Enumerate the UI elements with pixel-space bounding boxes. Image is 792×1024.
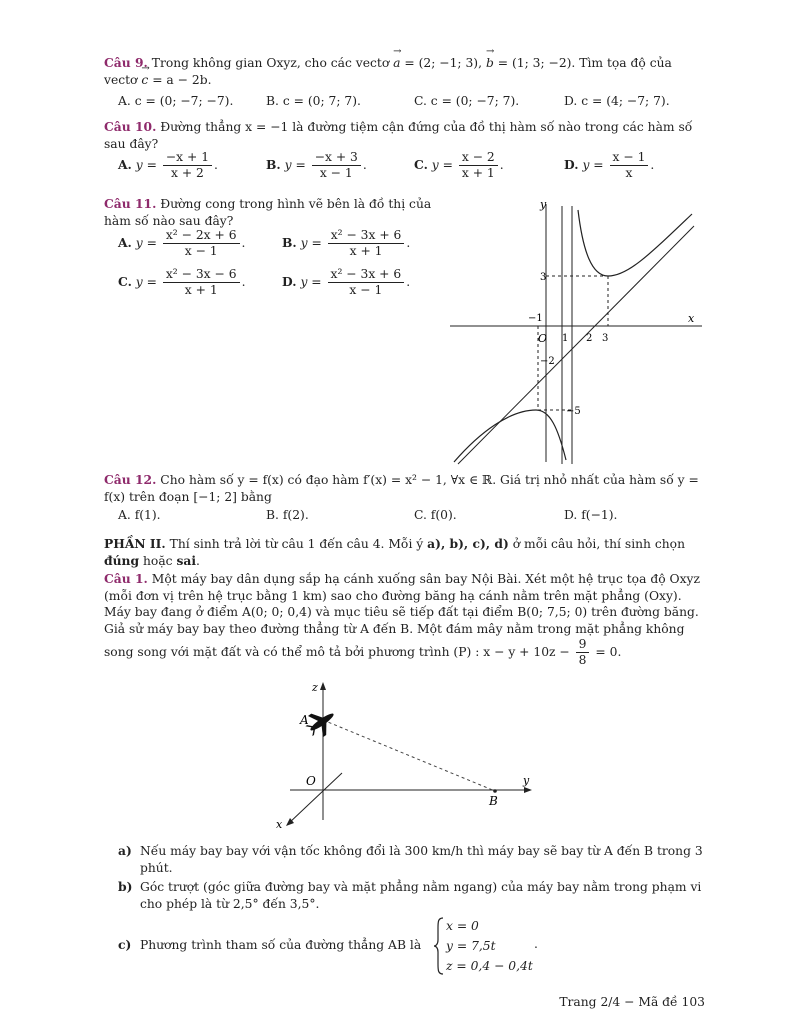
svg-text:B: B xyxy=(489,794,498,808)
q10-option-b: B. y = $\frac{-x + 3}{x - 1}$ . xyxy=(266,150,367,180)
q11-option-b: B. y = $\frac{\text{x² − 3x + 6}}{x + 1}$ . xyxy=(282,228,411,258)
sub-item-c: c) Phương trình tham số của đường thẳng AB là xyxy=(118,937,422,952)
q11-option-c: C. y = $\frac{\text{x² − 3x − 6}}{x + 1}$ . xyxy=(118,267,246,297)
tick-label-m1: −1 xyxy=(528,313,543,324)
q10-label: Câu 10. xyxy=(104,119,157,134)
axis-label-x: x xyxy=(688,312,695,325)
question-9 xyxy=(104,55,706,88)
q10-option-d: D. y = $\frac{x - 1}{x}$ . xyxy=(564,150,655,180)
curve-right-branch xyxy=(578,210,692,276)
q9-options xyxy=(118,94,708,114)
q11-text: Đường cong trong hình vẽ bên là đồ thị của hàm số nào sau đây? xyxy=(104,197,432,228)
q10-option-a: A. y = $\frac{-x + 1}{x + 2}$ . xyxy=(118,150,218,180)
svg-text:A: A xyxy=(300,713,309,727)
q12-option-b: B. f(2). xyxy=(266,508,309,522)
curve-left-branch xyxy=(454,410,566,462)
q9-b-value: = (1; 3; −2). Tìm tọa độ của xyxy=(497,56,672,70)
oblique-asymptote xyxy=(458,226,694,464)
c1-last-line: song song với mặt đất và có thể mô tả bởi phương trình (P) : x − y + 10z − xyxy=(104,645,570,659)
q9-a-value: = (2; −1; 3), xyxy=(404,56,483,70)
q9-text1: Trong không gian Oxyz, cho các vectơ xyxy=(151,56,390,70)
q12-label: Câu 12. xyxy=(104,472,157,487)
part2-question-1: Câu 1. Một máy bay dân dụng sắp hạ cánh xuống sân bay Nội Bài. Xét một hệ trục tọa độ Oxyz (mỗi đơn vị trên hệ trục bằng 1 km) sao cho đường băng hạ cánh nằm trên mặt phẳng (Oxy). Máy bay đang ở điểm A(0; 0; 0,4) và mục tiêu sẽ tiếp đất tại điểm B(0; 7,5; 0) trên đường băng. Giả sử máy bay bay theo đường thẳng từ A đến B. Một đám mây nằm trong mặt phẳng không song song với mặt đất và có thể mô tả bởi phương trình (P) : x − y + 10z − $\frac{9}{8}$ = 0. xyxy=(104,571,700,667)
c1-label: Câu 1. xyxy=(104,571,148,586)
q10-text: Đường thẳng x = −1 là đường tiệm cận đứng của đồ thị hàm số nào trong các hàm số sau đây? xyxy=(104,120,693,151)
q9-option-c: C. c = (0; −7; 7). xyxy=(414,94,520,108)
origin-label: O xyxy=(538,332,548,345)
question-10 xyxy=(104,119,706,152)
sub-item-b: b) Góc trượt (góc giữa đường bay và mặt phẳng nằm ngang) của máy bay nằm trong phạm vi cho phép là từ 2,5° đến 3,5°. xyxy=(118,879,702,911)
q12-option-d: D. f(−1). xyxy=(564,508,618,522)
q11-options-row1 xyxy=(118,228,438,264)
system-brace xyxy=(432,916,446,976)
q9-option-d: D. c = (4; −7; 7). xyxy=(564,94,670,108)
part-2-instructions: PHẦN II. Thí sinh trả lời từ câu 1 đến câu 4. Mỗi ý a), b), c), d) ở mỗi câu hỏi, thí sinh chọn đúng hoặc sai. xyxy=(104,536,686,568)
q12-option-a: A. f(1). xyxy=(118,508,161,522)
q12-option-c: C. f(0). xyxy=(414,508,457,522)
q9-text2: vectơ xyxy=(104,72,138,87)
tick-label-y3: 3 xyxy=(540,272,547,283)
svg-text:x: x xyxy=(276,818,283,828)
parametric-system: x = 0 y = 7,5t z = 0,4 − 0,4t xyxy=(446,919,533,973)
axis-label-y: y xyxy=(540,198,547,211)
tick-label-ym5: −5 xyxy=(566,406,581,417)
svg-text:z: z xyxy=(312,681,318,694)
tick-label-ym2: −2 xyxy=(540,356,555,367)
part2-label: PHẦN II. xyxy=(104,536,166,551)
point-b xyxy=(493,789,497,793)
q11-label: Câu 11. xyxy=(104,196,157,211)
tick-label-1: 1 xyxy=(562,333,569,344)
svg-text:y: y xyxy=(523,774,530,787)
question-11 xyxy=(104,196,444,229)
vector-c: → c xyxy=(141,72,148,89)
vector-b: → b xyxy=(486,55,494,72)
q9-label: Câu 9. xyxy=(104,55,148,70)
sub-item-a: a) Nếu máy bay bay với vận tốc không đổi là 300 km/h thì máy bay sẽ bay từ A đến B trong 3 phút. xyxy=(118,843,703,875)
q12-text: Cho hàm số y = f(x) có đạo hàm f′(x) = x² − 1, ∀x ∈ ℝ. Giá trị nhỏ nhất của hàm số y = f(x) trên đoạn [−1; 2] bằng xyxy=(104,473,699,504)
q11-option-a: A. y = $\frac{\text{x² − 2x + 6}}{x - 1}$ . xyxy=(118,228,246,258)
q12-options xyxy=(118,508,708,528)
q9-expression: = a − 2b. xyxy=(152,72,212,87)
page-footer: Trang 2/4 − Mã đề 103 xyxy=(559,995,705,1009)
q10-options xyxy=(118,150,708,186)
q9-option-a: A. c = (0; −7; −7). xyxy=(118,94,234,108)
aircraft-figure xyxy=(270,678,540,828)
tick-label-3: 3 xyxy=(602,333,609,344)
question-12 xyxy=(104,472,706,505)
q9-option-b: B. c = (0; 7; 7). xyxy=(266,94,361,108)
vector-a: → a xyxy=(393,55,400,72)
q11-options-row2 xyxy=(118,267,438,303)
c1-text: Một máy bay dân dụng sắp hạ cánh xuống sân bay Nội Bài. Xét một hệ trục tọa độ Oxyz (mỗi đơn vị trên hệ trục bằng 1 km) sao cho đường băng hạ cánh nằm trên mặt phẳng (Oxy). Máy bay đang ở điểm A(0; 0; 0,4) và mục tiêu sẽ tiếp đất tại điểm B(0; 7,5; 0) trên đường băng. Giả sử máy bay bay theo đường thẳng từ A đến B. Một đám mây nằm trong mặt phẳng không xyxy=(104,572,700,636)
q11-graph xyxy=(440,192,710,467)
tick-label-2: 2 xyxy=(586,333,593,344)
q10-option-c: C. y = $\frac{x - 2}{x + 1}$ . xyxy=(414,150,504,180)
flight-path xyxy=(323,720,495,791)
svg-text:O: O xyxy=(306,774,316,788)
q11-option-d: D. y = $\frac{\text{x² − 3x + 6}}{x - 1}$ . xyxy=(282,267,411,297)
